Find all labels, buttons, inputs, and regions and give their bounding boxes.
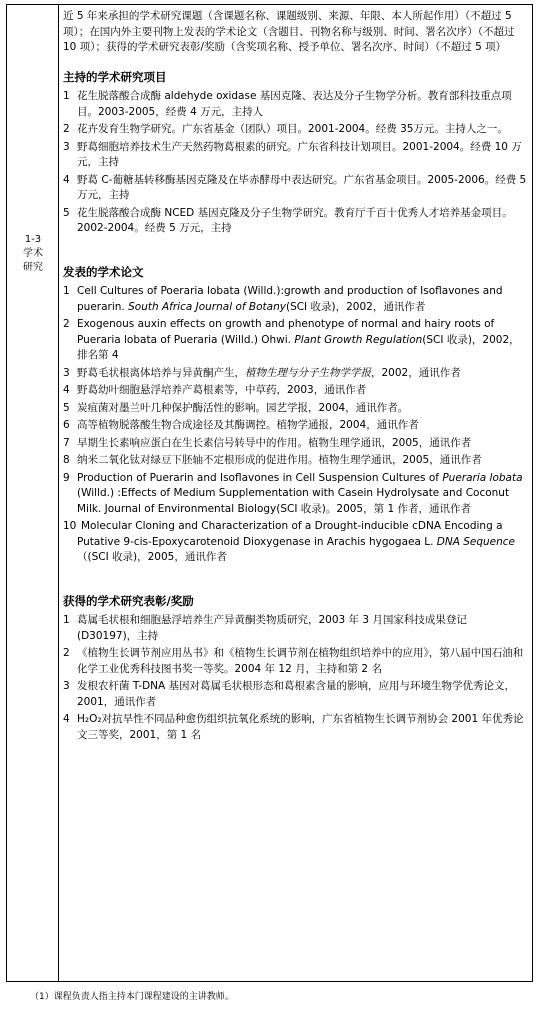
list-item (63, 712, 527, 743)
intro-text: 近 5 年来承担的学术研究课题（含课题名称、课题级别、来源、年限、本人所起作用）（不超过 5 项）；在国内外主要刊物上发表的学术论文（含题目、刊物名称与级别、时间、署名次序）（不超过 10 项）；获得的学术研究表彰/奖励（含奖项名称、授予单位、署名次序、时间）（不超过 5 项） (63, 10, 515, 53)
list-item (63, 471, 527, 518)
row-label-line: 1-3 (24, 234, 42, 245)
item-number: 2 (63, 318, 70, 330)
list-item (63, 173, 527, 204)
content-cell (63, 9, 527, 745)
item-number: 3 (63, 366, 70, 379)
row-label-line: 研究 (23, 262, 43, 273)
list-item (63, 418, 527, 434)
item-text: 早期生长素响应蛋白在生长素信号转导中的作用。植物生理学通讯，2005，通讯作者 (77, 436, 472, 449)
item-number: 3 (63, 140, 70, 153)
item-number: 1 (63, 614, 70, 626)
item-number: 7 (63, 436, 70, 449)
row-label-cell (7, 5, 59, 981)
item-text: (SCI 收录)，2002，排名第 4 (77, 333, 520, 361)
projects-list (63, 89, 527, 237)
list-item (63, 679, 527, 710)
awards-heading: 获得的学术研究表彰/奖励 (63, 593, 194, 608)
item-number: 4 (63, 713, 70, 725)
item-text: Exogenous auxin effects on growth and phenotype of normal and hairy roots of Pueraria lobata of Pueraria (Willd.) Ohwi. (77, 318, 495, 346)
list-item (63, 519, 527, 566)
item-number: 3 (63, 680, 70, 692)
item-text: 纳米二氧化钛对绿豆下胚轴不定根形成的促进作用。植物生理学通讯，2005，通讯作者 (77, 454, 482, 466)
journal-name: 植物生理与分子生物学学报 (245, 366, 371, 379)
item-text: Cell Cultures of Poeraria lobata (Willd.):growth and production of Isoflavones and puerarin. (77, 285, 503, 313)
footnote: （1）课程负责人指主持本门课程建设的主讲教师。 (30, 992, 234, 1002)
projects-heading: 主持的学术研究项目 (63, 69, 167, 84)
item-text: 葛属毛状根和细胞悬浮培养生产异黄酮类物质研究，2003 年 3 月国家科技成果登记(D30197)，主持 (77, 614, 467, 642)
item-text: 野葛毛状根离体培养与异黄酮产生， (77, 366, 245, 379)
item-number: 5 (63, 401, 70, 414)
list-item (63, 89, 527, 120)
table-frame (6, 4, 533, 982)
item-number: 8 (63, 454, 70, 466)
papers-heading: 发表的学术论文 (63, 264, 144, 279)
list-item (63, 646, 527, 677)
item-text: (Willd.) :Effects of Medium Supplementation with Casein Hydrolysate and Coconut Milk. Journal of Environmental Biology(SCI 收录)。2005，第 1 作者，通讯作者 (77, 487, 510, 515)
item-text: 高等植物脱落酸生物合成途径及其酶调控。植物学通报，2004，通讯作者 (77, 419, 419, 431)
item-number: 2 (63, 123, 70, 135)
list-item (63, 436, 527, 452)
item-text: 花生脱落酸合成酶 NCED 基因克隆及分子生物学研究。教育厅千百十优秀人才培养基金项目。2002-2004。经费 5 万元，主持 (77, 206, 513, 234)
list-item (63, 317, 527, 364)
item-text: 野葛细胞培养技术生产天然药物葛根素的研究。广东省科技计划项目。2001-2004。经费 10 万元，主持 (77, 140, 522, 168)
item-text: H₂O₂对抗旱性不同品种愈伤组织抗氧化系统的影响，广东省植物生长调节剂协会 2001 年优秀论文三等奖，2001，第 1 名 (77, 713, 524, 741)
item-text: 野葛 C-葡糖基转移酶基因克隆及在毕赤酵母中表达研究。广东省基金项目。2005-2006。经费 5 万元，主持 (77, 173, 527, 201)
list-item (63, 284, 527, 315)
item-number: 1 (63, 285, 70, 297)
item-text: 花卉发育生物学研究。广东省基金（团队）项目。2001-2004。经费 35万元。主持人之一。 (77, 123, 508, 135)
item-number: 6 (63, 419, 70, 431)
item-text: (SCI 收录)，2002，通讯作者 (285, 300, 426, 313)
item-text: Production of Puerarin and Isoflavones in Cell Suspension Cultures of (77, 471, 443, 484)
item-number: 2 (63, 647, 70, 659)
item-number: 4 (63, 173, 70, 186)
row-label (7, 233, 59, 275)
papers-list (63, 284, 527, 566)
item-text: 发根农杆菌 T-DNA 基因对葛属毛状根形态和葛根素含量的影响，应用与环境生物学优秀论文，2001，通讯作者 (77, 680, 516, 708)
item-text: （(SCI 收录)，2005，通讯作者 (77, 551, 227, 563)
list-item (63, 206, 527, 237)
row-label-line: 学术 (23, 248, 43, 259)
awards-list (63, 613, 527, 743)
item-text: 野葛幼叶细胞悬浮培养产葛根素等，中草药，2003，通讯作者 (77, 384, 367, 396)
journal-name: South Africa Journal of Botany (128, 300, 286, 313)
list-item (63, 366, 527, 382)
list-item (63, 122, 527, 138)
list-item (63, 613, 527, 644)
item-number: 5 (63, 206, 70, 219)
item-text: 炭疽菌对墨兰叶几种保护酶活性的影响。园艺学报，2004，通讯作者。 (77, 401, 409, 414)
journal-name: DNA Sequence (436, 535, 516, 548)
item-number: 4 (63, 384, 70, 396)
item-text: 花生脱落酸合成酶 aldehyde oxidase 基因克隆、表达及分子生物学分析。教育部科技重点项目。2003-2005，经费 4 万元，主持人 (77, 90, 512, 118)
list-item (63, 140, 527, 171)
item-number: 1 (63, 90, 70, 102)
journal-name: Pueraria lobata (442, 471, 523, 484)
item-number: 10 (63, 520, 77, 532)
list-item (63, 383, 527, 399)
item-text: 《植物生长调节剂应用丛书》和《植物生长调节剂在植物组织培养中的应用》，第八届中国石油和化学工业优秀科技图书奖一等奖。2004 年 12 月，主持和第 2 名 (77, 647, 524, 675)
item-number: 9 (63, 471, 70, 484)
list-item (63, 453, 527, 469)
item-text: Molecular Cloning and Characterization of a Drought-inducible cDNA Encoding a Putative 9-cis-Epoxycarotenoid Dioxygenase in Arachis hygogaea L. (77, 520, 503, 548)
journal-name: Plant Growth Regulation (294, 333, 423, 346)
list-item (63, 401, 527, 417)
item-text: ，2002，通讯作者 (371, 366, 461, 379)
